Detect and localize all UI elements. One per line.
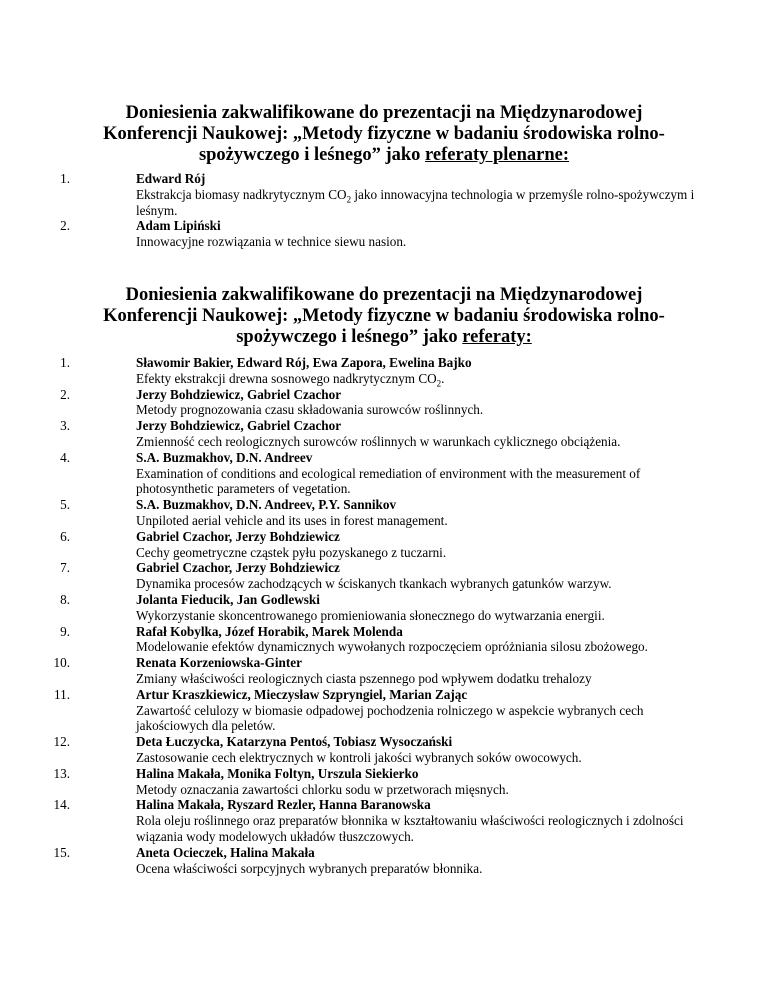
item-title-text: Modelowanie efektów dynamicznych wywołanych rozpoczęciem opróżniania silosu zbożowego. — [136, 639, 648, 655]
item-title — [136, 608, 706, 624]
item-authors: Gabriel Czachor, Jerzy Bohdziewicz — [136, 560, 340, 576]
item-number: 1. — [60, 355, 70, 370]
list-item — [0, 387, 706, 419]
item-authors: Aneta Ocieczek, Halina Makała — [136, 844, 315, 860]
item-number: 12. — [53, 734, 70, 750]
item-title-text: Efekty ekstrakcji drewna sosnowego nadkrytycznym CO — [136, 370, 437, 386]
item-authors: Jolanta Fieducik, Jan Godlewski — [136, 591, 320, 607]
list-item — [0, 418, 706, 450]
list-item — [0, 497, 706, 529]
papers-list — [0, 355, 706, 876]
item-title — [136, 513, 706, 529]
item-title — [136, 861, 706, 877]
item-title-text: Metody prognozowania czasu składowania surowców roślinnych. — [136, 402, 484, 418]
item-title-text: Examination of conditions and ecological remediation of environment with the measurement of photosynthetic parameters of vegetation. — [136, 465, 641, 497]
list-item — [0, 218, 706, 250]
section-2-heading-text: Doniesienia zakwalifikowane do prezentacji na Międzynarodowej Konferencji Naukowej: „Metody fizyczne w badaniu środowiska rolno-spożywczego i leśnego” jako — [103, 285, 665, 347]
list-item — [0, 766, 706, 798]
item-number: 2. — [60, 218, 70, 234]
section-1-heading-underlined: referaty plenarne: — [425, 145, 570, 165]
section-1-heading — [100, 103, 668, 166]
item-title — [136, 187, 706, 219]
item-title-subscript: 2 — [346, 194, 352, 205]
section-2-heading-underlined: referaty: — [462, 327, 532, 347]
list-item — [0, 355, 706, 387]
item-number: 7. — [60, 560, 70, 576]
list-item — [0, 797, 706, 844]
item-title — [136, 703, 706, 735]
item-number: 1. — [60, 171, 70, 186]
list-item — [0, 734, 706, 766]
item-title-text-end: . — [441, 370, 445, 386]
item-authors: Jerzy Bohdziewicz, Gabriel Czachor — [136, 386, 342, 402]
item-title — [136, 466, 706, 498]
item-title — [136, 671, 706, 687]
item-number: 11. — [54, 686, 70, 702]
item-title — [136, 434, 706, 450]
item-authors: Edward Rój — [136, 171, 206, 186]
item-number: 14. — [53, 797, 70, 813]
plenary-list — [0, 171, 706, 250]
list-item — [0, 845, 706, 877]
list-item — [0, 655, 706, 687]
item-authors: Jerzy Bohdziewicz, Gabriel Czachor — [136, 418, 342, 434]
item-authors: Adam Lipiński — [136, 218, 221, 234]
list-item — [0, 687, 706, 734]
list-item — [0, 529, 706, 561]
item-number: 8. — [60, 591, 70, 607]
item-authors: S.A. Buzmakhov, D.N. Andreev, P.Y. Sannikov — [136, 497, 397, 513]
item-title-text: Innowacyjne rozwiązania w technice siewu nasion. — [136, 234, 407, 250]
item-number: 3. — [60, 418, 70, 434]
item-number: 10. — [53, 655, 70, 671]
list-item — [0, 450, 706, 497]
section-1-heading-text: Doniesienia zakwalifikowane do prezentacji na Międzynarodowej Konferencji Naukowej: „Metody fizyczne w badaniu środowiska rolno-spożywczego i leśnego” jako — [103, 103, 665, 165]
item-authors: Halina Makała, Ryszard Rezler, Hanna Baranowska — [136, 797, 431, 813]
item-authors: Deta Łuczycka, Katarzyna Pentoś, Tobiasz Wysoczański — [136, 734, 453, 750]
item-title — [136, 576, 706, 592]
item-authors: Halina Makała, Monika Foltyn, Urszula Siekierko — [136, 765, 419, 781]
item-title-text: Zawartość celulozy w biomasie odpadowej pochodzenia rolniczego w aspekcie wybranych cech jakościowych dla peletów. — [136, 702, 644, 734]
item-title-text: Zmienność cech reologicznych surowców roślinnych w warunkach cyklicznego obciążenia. — [136, 433, 621, 449]
item-title — [136, 750, 706, 766]
item-title — [136, 545, 706, 561]
item-title — [136, 782, 706, 798]
item-authors: Gabriel Czachor, Jerzy Bohdziewicz — [136, 528, 340, 544]
item-title-text: Rola oleju roślinnego oraz preparatów błonnika w kształtowaniu właściwości reologicznych i zdolności wiązania wody modelowych układów tłuszczowych. — [136, 813, 684, 844]
item-title-text: Zastosowanie cech elektrycznych w kontroli jakości wybranych soków owocowych. — [136, 749, 582, 765]
item-title-text-end: jako innowacyjna technologia w przemyśle rolno-spożywczym i leśnym. — [136, 186, 695, 218]
item-number: 4. — [60, 449, 70, 465]
list-item — [0, 624, 706, 656]
item-title-text: Wykorzystanie skoncentrowanego promieniowania słonecznego do wytwarzania energii. — [136, 607, 605, 623]
item-authors: Artur Kraszkiewicz, Mieczysław Szpryngiel, Marian Zając — [136, 686, 468, 702]
item-number: 2. — [60, 386, 70, 402]
item-title-text: Unpiloted aerial vehicle and its uses in forest management. — [136, 512, 448, 528]
item-title-text: Cechy geometryczne cząstek pyłu pozyskanego z tuczarni. — [136, 544, 447, 560]
item-title — [136, 402, 706, 418]
item-title — [136, 639, 706, 655]
item-title-subscript: 2 — [436, 378, 442, 389]
item-title-text: Dynamika procesów zachodzących w ściskanych tkankach wybranych gatunków warzyw. — [136, 576, 612, 592]
item-authors: Renata Korzeniowska-Ginter — [136, 655, 302, 671]
item-title-text: Metody oznaczania zawartości chlorku sodu w przetworach mięsnych. — [136, 781, 509, 797]
item-authors: S.A. Buzmakhov, D.N. Andreev — [136, 449, 313, 465]
item-title — [136, 371, 706, 387]
list-item — [0, 560, 706, 592]
section-2-heading — [100, 285, 668, 348]
list-item — [0, 171, 706, 218]
item-number: 6. — [60, 528, 70, 544]
list-item — [0, 592, 706, 624]
item-number: 5. — [60, 497, 70, 513]
item-title-text: Zmiany właściwości reologicznych ciasta pszennego pod wpływem dodatku trehalozy — [136, 670, 592, 686]
item-title-text: Ekstrakcja biomasy nadkrytycznym CO — [136, 186, 347, 202]
item-title — [136, 234, 706, 250]
item-number: 9. — [60, 623, 70, 639]
item-authors: Rafał Kobylka, Józef Horabik, Marek Molenda — [136, 623, 403, 639]
item-authors: Sławomir Bakier, Edward Rój, Ewa Zapora, Ewelina Bajko — [136, 355, 472, 370]
item-title — [136, 813, 706, 845]
item-title-text: Ocena właściwości sorpcyjnych wybranych preparatów błonnika. — [136, 860, 483, 876]
item-number: 15. — [53, 844, 70, 860]
item-number: 13. — [53, 765, 70, 781]
